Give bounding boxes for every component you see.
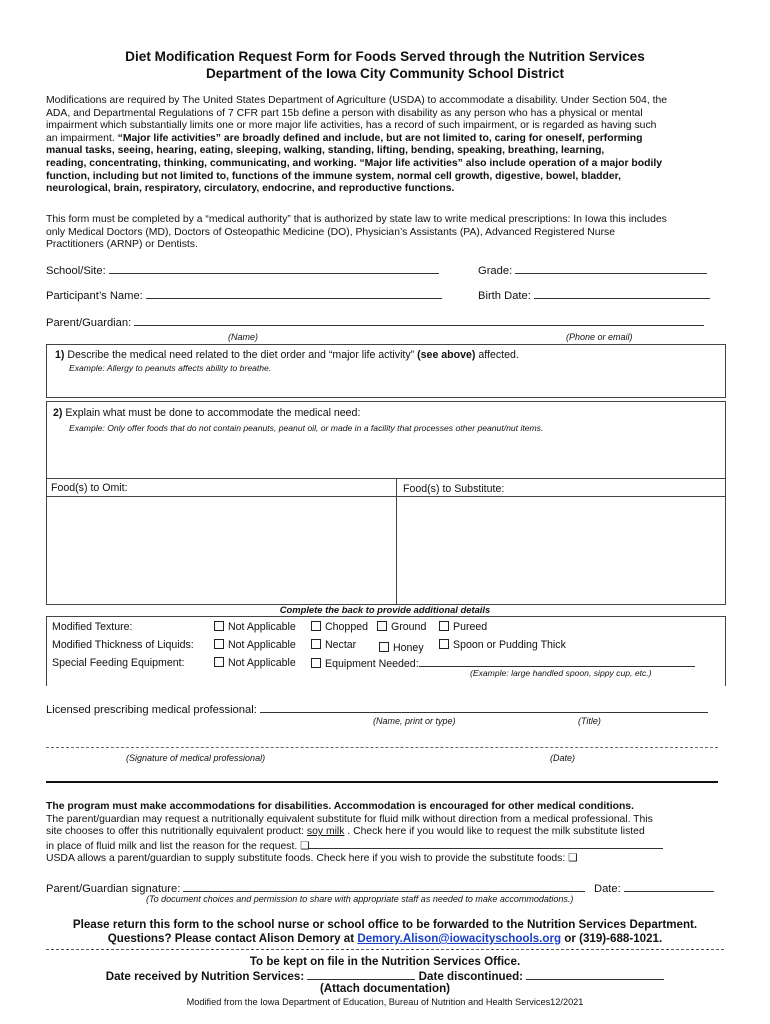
date-hint: (Date) xyxy=(550,753,576,763)
authority-paragraph xyxy=(46,214,726,252)
q1-label: 1) Describe the medical need related to the diet order and “major life activity” (see above) affected. xyxy=(55,349,519,361)
substitute-foods-check[interactable]: USDA allows a parent/guardian to supply substitute foods. Check here if you wish to provide the substitute foods: ❑ xyxy=(46,853,578,865)
foods-omit-label: Food(s) to Omit: xyxy=(51,482,128,494)
parent-signature-field[interactable]: Parent/Guardian signature: xyxy=(46,881,585,895)
date-discontinued-label: Date discontinued: xyxy=(418,970,524,983)
intro-line: ADA, and Departmental Regulations of 7 CFR part 15b define a person with disability as any person who has a physical or mental xyxy=(46,107,643,119)
foods-substitute-area[interactable] xyxy=(397,497,725,604)
intro-line: neurological, brain, respiratory, circulatory, endocrine, and reproductive functions. xyxy=(46,183,455,195)
return-instructions: Please return this form to the school nurse or school office to be forwarded to the Nutrition Services Department. xyxy=(72,918,698,931)
office-dates xyxy=(0,969,770,983)
intro-line: impairment which substantially limits one or more major life activities, has a record of such impairment, or is regarded as having such xyxy=(46,120,657,132)
footer-note: Modified from the Iowa Department of Education, Bureau of Nutrition and Health Services12/2021 xyxy=(186,997,584,1007)
checkbox-icon xyxy=(439,621,449,631)
authority-line: Practitioners (ARNP) or Dentists. xyxy=(46,239,198,251)
thickness-honey-option[interactable]: Honey xyxy=(379,642,424,654)
birth-date-field[interactable]: Birth Date: xyxy=(478,288,710,302)
milk-request-check[interactable]: in place of fluid milk and list the reason for the request. ❑ xyxy=(46,839,726,854)
special-feeding-label: Special Feeding Equipment: xyxy=(52,657,185,669)
texture-na-option[interactable]: Not Applicable xyxy=(214,621,296,633)
modified-thickness-label: Modified Thickness of Liquids: xyxy=(52,639,194,651)
form-title-line2: Department of the Iowa City Community School District xyxy=(205,66,564,81)
intro-line: an impairment. “Major life activities” are broadly defined and include, but are not limited to, caring for oneself, performing xyxy=(46,132,643,144)
parent-date-field[interactable]: Date: xyxy=(594,881,714,895)
cut-line xyxy=(46,949,724,950)
participant-name-field[interactable]: Participant’s Name: xyxy=(46,288,442,302)
signature-hint: (Signature of medical professional) xyxy=(126,753,266,763)
foods-substitute-label: Food(s) to Substitute: xyxy=(403,483,505,495)
parent-sig-note: (To document choices and permission to share with appropriate staff as needed to make accommodations.) xyxy=(146,894,574,904)
authority-line: This form must be completed by a “medical authority” that is authorized by state law to write medical prescriptions: In Iowa this includes xyxy=(46,214,667,225)
checkbox-icon xyxy=(379,642,389,652)
checkbox-icon xyxy=(214,657,224,667)
signature-line[interactable] xyxy=(46,747,718,748)
grade-field[interactable]: Grade: xyxy=(478,263,707,277)
intro-line: reading, concentrating, thinking, communicating, and working. “Major life activities” also include operation of a major bodily xyxy=(46,157,663,169)
checkbox-icon xyxy=(311,621,321,631)
milk-product: soy milk xyxy=(306,826,345,838)
form-title-line1: Diet Modification Request Form for Foods Served through the Nutrition Services xyxy=(125,49,645,64)
program-paragraph xyxy=(46,801,726,866)
foods-omit-area[interactable] xyxy=(47,497,396,604)
texture-chopped-option[interactable]: Chopped xyxy=(311,621,368,633)
licensed-title-hint: (Title) xyxy=(578,716,601,726)
intro-line: manual tasks, seeing, hearing, eating, sleeping, walking, standing, lifting, bending, speaking, breathing, learning, xyxy=(46,145,605,157)
modified-texture-label: Modified Texture: xyxy=(52,621,133,633)
questions-contact: Questions? Please contact Alison Demory at Demory.Alison@iowacityschools.org or (319)-688-1021. xyxy=(107,932,663,945)
thickness-nectar-option[interactable]: Nectar xyxy=(311,639,356,651)
checkbox-icon xyxy=(214,639,224,649)
name-hint: (Name) xyxy=(228,332,259,342)
q1-box[interactable] xyxy=(46,344,726,398)
q2-box[interactable] xyxy=(46,401,726,479)
intro-paragraph xyxy=(46,95,726,196)
checkbox-icon xyxy=(311,639,321,649)
checkbox-icon xyxy=(311,658,321,668)
back-note: Complete the back to provide additional details xyxy=(279,604,491,615)
school-site-field[interactable]: School/Site: xyxy=(46,263,439,277)
program-bold-line: The program must make accommodations for disabilities. Accommodation is encouraged for other medical conditions. xyxy=(46,801,634,812)
parent-guardian-field[interactable]: Parent/Guardian: xyxy=(46,315,704,329)
equipment-na-option[interactable]: Not Applicable xyxy=(214,657,296,669)
q1-example: Example: Allergy to peanuts affects ability to breathe. xyxy=(69,363,272,373)
licensed-name-hint: (Name, print or type) xyxy=(373,716,456,726)
equipment-needed-field[interactable]: Equipment Needed: xyxy=(311,657,695,670)
date-received-label: Date received by Nutrition Services: xyxy=(105,970,305,983)
checkbox-icon xyxy=(377,621,387,631)
contact-email-link[interactable]: Demory.Alison@iowacityschools.org xyxy=(357,932,562,945)
q2-example: Example: Only offer foods that do not contain peanuts, peanut oil, or made in a facility that processes other peanut/nut items. xyxy=(69,423,544,433)
intro-line: function, including but not limited to, functions of the immune system, normal cell growth, digestive, bowel, bladder, xyxy=(46,170,621,182)
thickness-na-option[interactable]: Not Applicable xyxy=(214,639,296,651)
checkbox-icon xyxy=(439,639,449,649)
q2-label: 2) Explain what must be done to accommodate the medical need: xyxy=(53,407,361,419)
equipment-example: (Example: large handled spoon, sippy cup, etc.) xyxy=(470,668,652,678)
checkbox-icon xyxy=(214,621,224,631)
authority-line: only Medical Doctors (MD), Doctors of Osteopathic Medicine (DO), Physician’s Assistants (PA), Advanced Registered Nurse xyxy=(46,226,616,238)
phone-hint: (Phone or email) xyxy=(566,332,633,342)
section-divider xyxy=(46,781,718,783)
thickness-spoon-option[interactable]: Spoon or Pudding Thick xyxy=(439,639,566,651)
licensed-professional-field[interactable]: Licensed prescribing medical professional: xyxy=(46,702,708,716)
office-note: To be kept on file in the Nutrition Services Office. xyxy=(249,955,521,968)
texture-ground-option[interactable]: Ground xyxy=(377,621,426,633)
texture-pureed-option[interactable]: Pureed xyxy=(439,621,487,633)
intro-line: Modifications are required by The United States Department of Agriculture (USDA) to accommodate a disability. Under Section 504, the xyxy=(46,95,668,106)
program-line: site chooses to offer this nutritionally equivalent product: soy milk . Check here if you would like to request the milk substitute listed xyxy=(46,826,645,838)
program-line: The parent/guardian may request a nutritionally equivalent substitute for fluid milk without direction from a medical professional. This xyxy=(46,813,653,825)
attach-note: (Attach documentation) xyxy=(319,982,451,995)
